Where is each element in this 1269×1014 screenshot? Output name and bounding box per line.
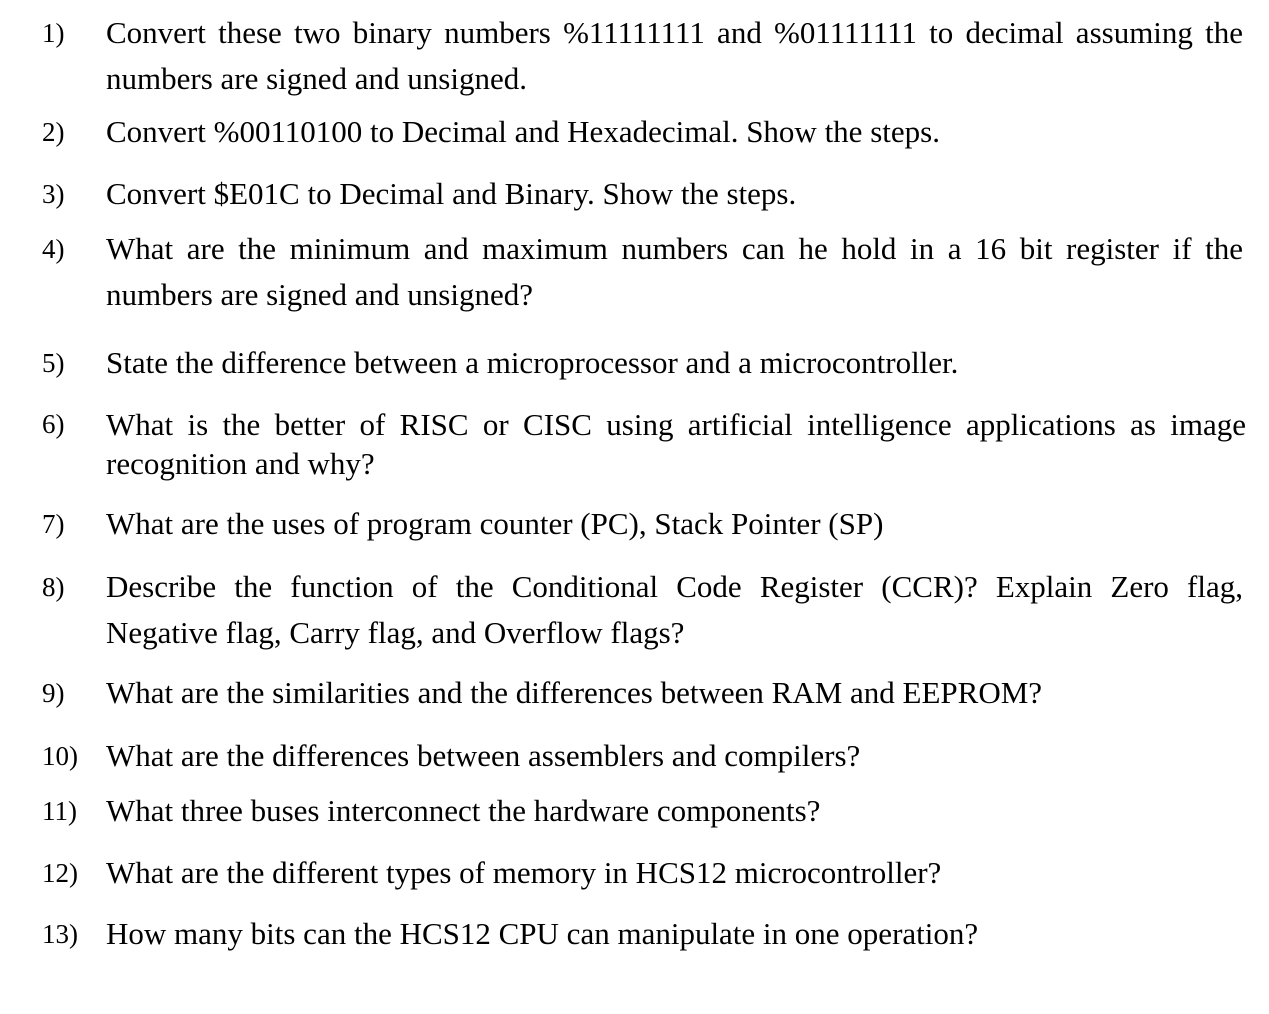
question-text: What is the better of RISC or CISC using artificial intelligence applications as image recognition and why? xyxy=(106,407,1246,481)
question-number: 9) xyxy=(42,678,65,708)
question-text: What are the similarities and the differences between RAM and EEPROM? xyxy=(106,675,1043,710)
question-text: What are the differences between assemblers and compilers? xyxy=(106,738,861,773)
question-number: 1) xyxy=(42,18,65,48)
question-text: Convert %00110100 to Decimal and Hexadecimal. Show the steps. xyxy=(106,114,940,149)
question-number: 8) xyxy=(42,572,65,602)
question-text: What are the different types of memory in HCS12 microcontroller? xyxy=(106,855,942,890)
question-text: What are the uses of program counter (PC), Stack Pointer (SP) xyxy=(106,506,884,541)
question-text: State the difference between a microprocessor and a microcontroller. xyxy=(106,345,959,380)
question-number: 13) xyxy=(42,919,78,949)
question-text: Convert these two binary numbers %11111111 and %01111111 to decimal assuming the numbers are signed and unsigned. xyxy=(106,15,1243,96)
question-text: What three buses interconnect the hardware components? xyxy=(106,793,821,828)
question-text: Describe the function of the Conditional Code Register (CCR)? Explain Zero flag, Negative flag, Carry flag, and Overflow flags? xyxy=(106,569,1243,650)
question-number: 4) xyxy=(42,234,65,264)
question-number: 2) xyxy=(42,117,65,147)
question-number: 11) xyxy=(42,796,77,826)
question-text: How many bits can the HCS12 CPU can manipulate in one operation? xyxy=(106,916,979,951)
question-text: What are the minimum and maximum numbers can he hold in a 16 bit register if the numbers are signed and unsigned? xyxy=(106,231,1243,312)
question-number: 12) xyxy=(42,858,78,888)
question-number: 10) xyxy=(42,741,78,771)
question-number: 6) xyxy=(42,409,65,439)
question-text: Convert $E01C to Decimal and Binary. Show the steps. xyxy=(106,176,797,211)
question-number: 3) xyxy=(42,179,65,209)
question-number: 5) xyxy=(42,348,65,378)
question-number: 7) xyxy=(42,509,65,539)
